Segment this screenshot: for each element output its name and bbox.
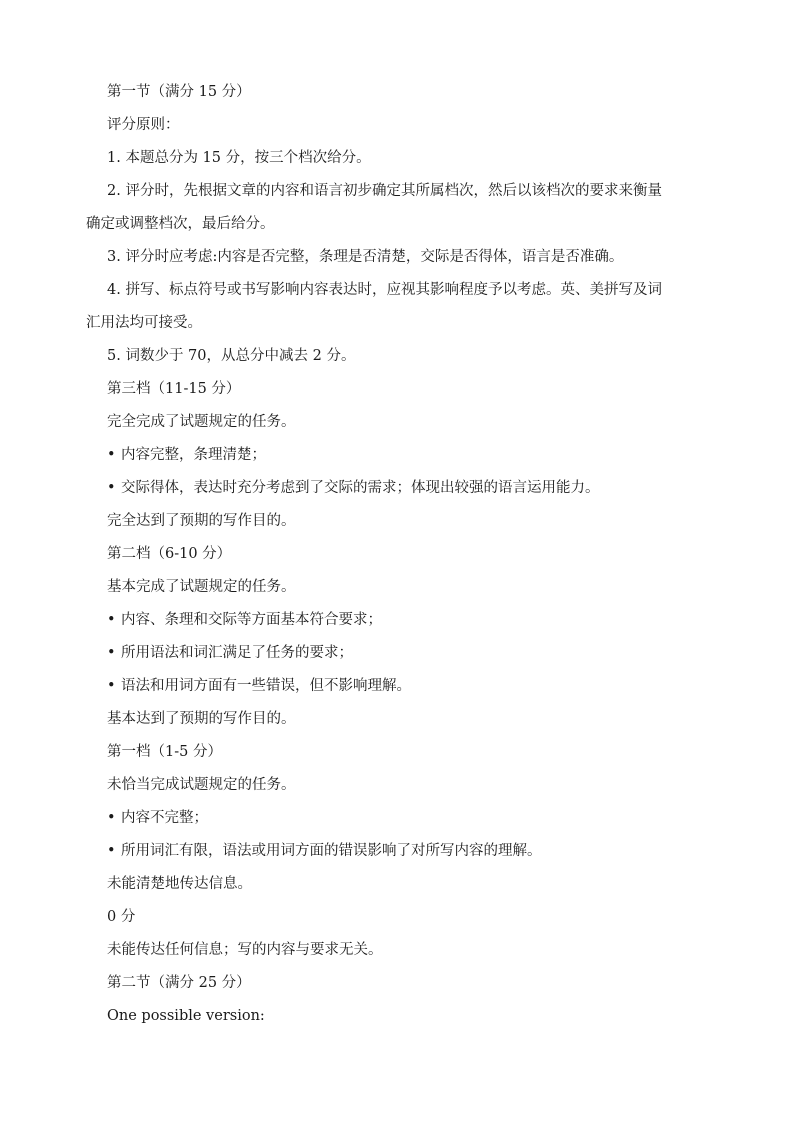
rule-2-line-2: 确定或调整档次，最后给分。 (86, 216, 275, 232)
bullet-icon: • (107, 810, 116, 826)
tier-2-summary: 基本完成了试题规定的任务。 (107, 579, 296, 595)
bullet-icon: • (107, 612, 116, 628)
rule-1: 1. 本题总分为 15 分，按三个档次给分。 (107, 150, 371, 166)
bullet-icon: • (107, 678, 116, 694)
rule-4-line-1: 4. 拼写、标点符号或书写影响内容表达时，应视其影响程度予以考虑。英、美拼写及词 (107, 282, 662, 298)
bullet-text: 交际得体，表达时充分考虑到了交际的需求；体现出较强的语言运用能力。 (121, 480, 600, 496)
bullet-icon: • (107, 480, 116, 496)
bullet-icon: • (107, 447, 116, 463)
section2-subtitle: One possible version: (107, 1008, 265, 1024)
zero-description: 未能传达任何信息；写的内容与要求无关。 (107, 942, 383, 958)
tier-1-bullet-2 (107, 840, 720, 863)
rule-3: 3. 评分时应考虑:内容是否完整，条理是否清楚，交际是否得体，语言是否准确。 (107, 249, 624, 265)
bullet-text: 内容、条理和交际等方面基本符合要求； (121, 612, 382, 628)
section2-title: 第二节（满分 25 分） (107, 975, 251, 991)
zero-title: 0 分 (107, 909, 136, 925)
tier-3-bullet-2 (107, 477, 720, 500)
bullet-text: 内容不完整； (121, 810, 208, 826)
bullet-text: 语法和用词方面有一些错误，但不影响理解。 (121, 678, 411, 694)
rule-5: 5. 词数少于 70，从总分中减去 2 分。 (107, 348, 356, 364)
rule-2-line-1: 2. 评分时，先根据文章的内容和语言初步确定其所属档次，然后以该档次的要求来衡量 (107, 183, 662, 199)
rule-4 (86, 279, 720, 335)
tier-3-summary: 完全完成了试题规定的任务。 (107, 414, 296, 430)
principles-heading: 评分原则： (107, 117, 180, 133)
bullet-text: 内容完整，条理清楚； (121, 447, 266, 463)
section1-title: 第一节（满分 15 分） (107, 84, 251, 100)
tier-2-bullet-1 (107, 609, 720, 632)
rule-2 (86, 180, 720, 236)
bullet-text: 所用语法和词汇满足了任务的要求； (121, 645, 353, 661)
bullet-icon: • (107, 843, 116, 859)
rule-4-line-2: 汇用法均可接受。 (86, 315, 202, 331)
tier-2-bullet-2 (107, 642, 720, 665)
tier-2-title: 第二档（6-10 分） (107, 546, 232, 562)
tier-1-bullet-1 (107, 807, 720, 830)
tier-1-conclusion: 未能清楚地传达信息。 (107, 876, 252, 892)
tier-3-bullet-1 (107, 444, 720, 467)
bullet-icon: • (107, 645, 116, 661)
tier-2-conclusion: 基本达到了预期的写作目的。 (107, 711, 296, 727)
tier-3-conclusion: 完全达到了预期的写作目的。 (107, 513, 296, 529)
tier-2-bullet-3 (107, 675, 720, 698)
bullet-text: 所用词汇有限，语法或用词方面的错误影响了对所写内容的理解。 (121, 843, 542, 859)
tier-1-title: 第一档（1-5 分） (107, 744, 222, 760)
tier-1-summary: 未恰当完成试题规定的任务。 (107, 777, 296, 793)
tier-3-title: 第三档（11-15 分） (107, 381, 241, 397)
